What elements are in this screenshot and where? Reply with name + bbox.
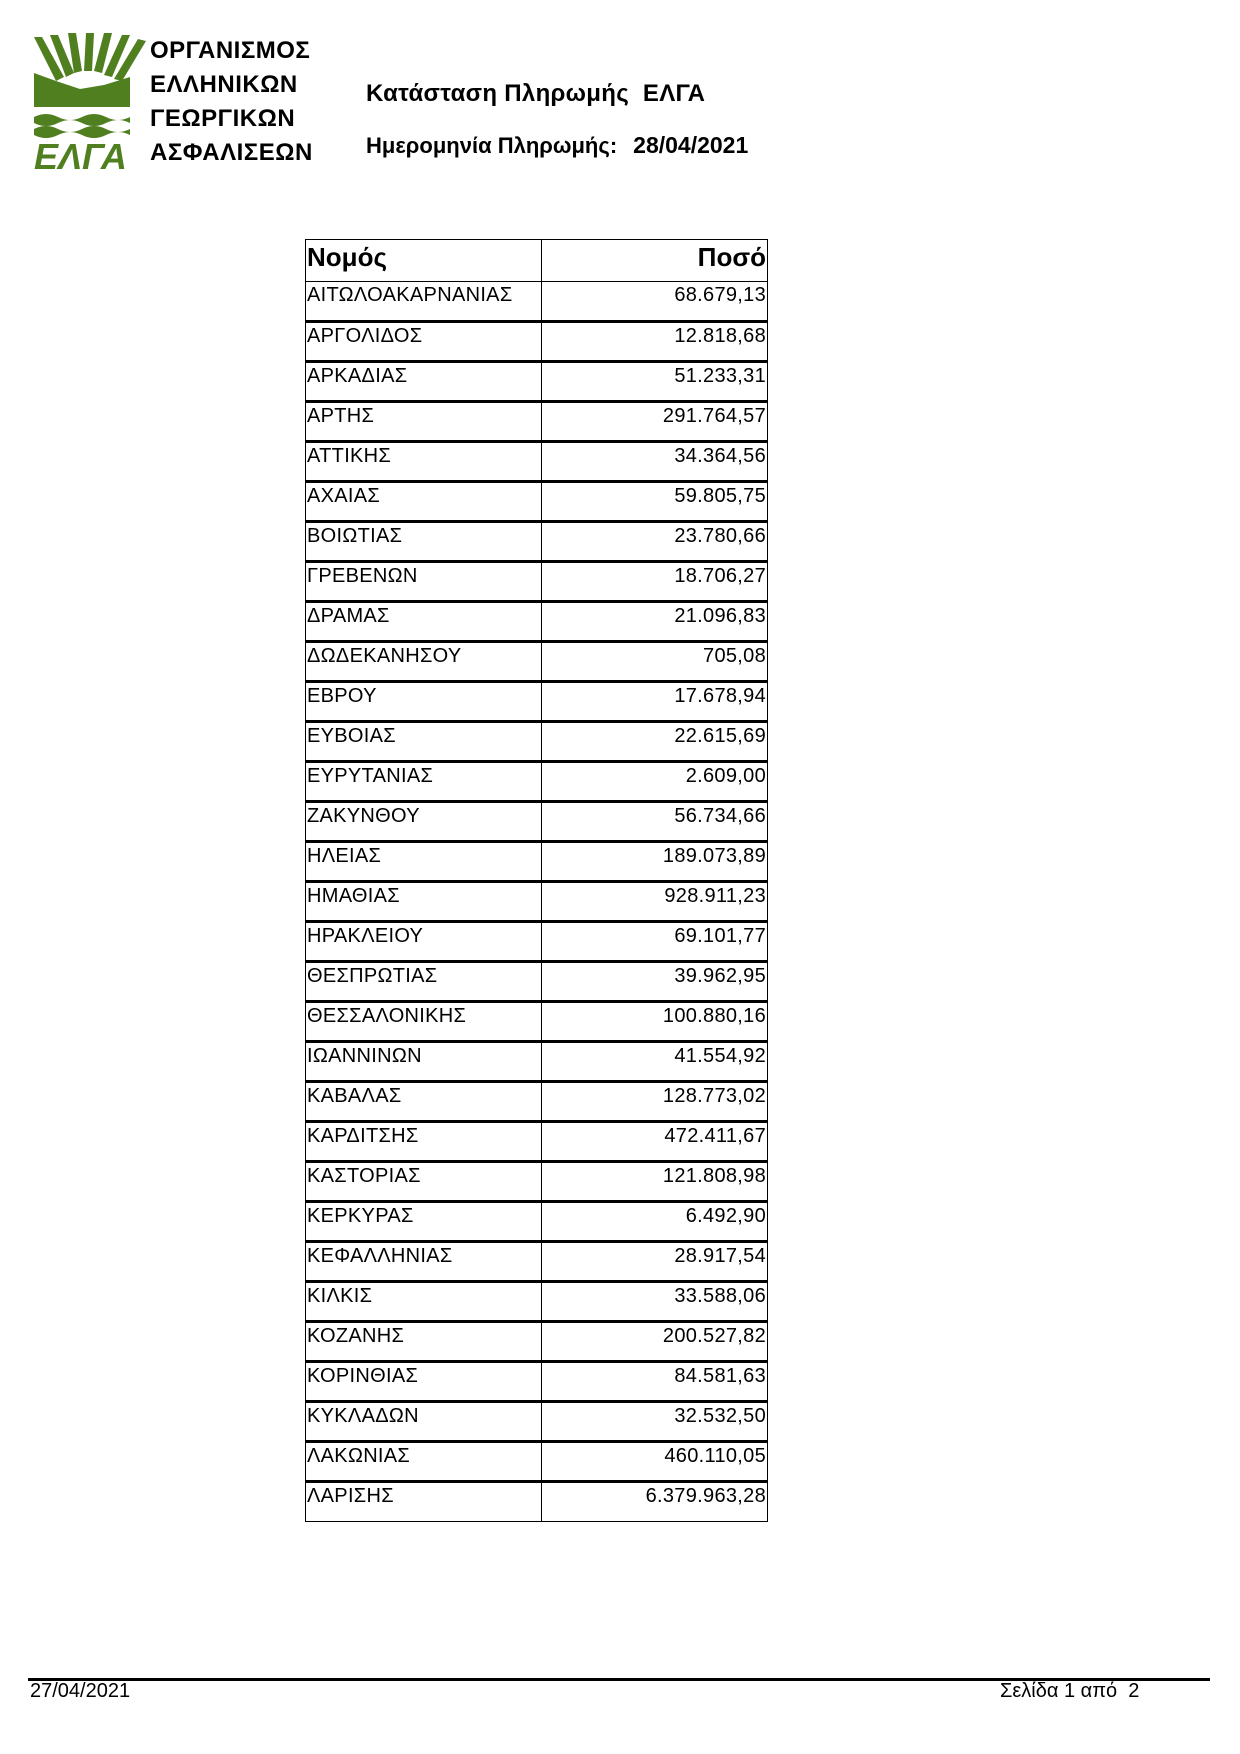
table-row bbox=[306, 322, 768, 362]
table-row bbox=[306, 522, 768, 562]
table-row bbox=[306, 1042, 768, 1082]
org-name-line: ΕΛΛΗΝΙΚΩΝ bbox=[150, 71, 298, 98]
table-row bbox=[306, 402, 768, 442]
logo-wordmark: ΕΛΓΑ bbox=[34, 136, 127, 171]
table-header-row bbox=[306, 240, 768, 282]
prefecture-cell: ΗΡΑΚΛΕΙΟΥ bbox=[306, 922, 542, 962]
prefecture-cell: ΔΩΔΕΚΑΝΗΣΟΥ bbox=[306, 642, 542, 682]
table-row bbox=[306, 842, 768, 882]
prefecture-cell: ΕΥΡΥΤΑΝΙΑΣ bbox=[306, 762, 542, 802]
table-row bbox=[306, 362, 768, 402]
table-row bbox=[306, 762, 768, 802]
prefecture-cell: ΒΟΙΩΤΙΑΣ bbox=[306, 522, 542, 562]
prefecture-cell: ΖΑΚΥΝΘΟΥ bbox=[306, 802, 542, 842]
amount-cell: 128.773,02 bbox=[542, 1082, 768, 1122]
amount-cell: 121.808,98 bbox=[542, 1162, 768, 1202]
amount-cell: 41.554,92 bbox=[542, 1042, 768, 1082]
prefecture-cell: ΚΑΣΤΟΡΙΑΣ bbox=[306, 1162, 542, 1202]
prefecture-cell: ΔΡΑΜΑΣ bbox=[306, 602, 542, 642]
page-current: 1 bbox=[1063, 1680, 1076, 1702]
prefecture-cell: ΚΟΡΙΝΘΙΑΣ bbox=[306, 1362, 542, 1402]
amount-cell: 6.379.963,28 bbox=[542, 1482, 768, 1522]
table-row bbox=[306, 722, 768, 762]
prefecture-cell: ΘΕΣΠΡΩΤΙΑΣ bbox=[306, 962, 542, 1002]
amount-cell: 51.233,31 bbox=[542, 362, 768, 402]
prefecture-cell: ΑΡΤΗΣ bbox=[306, 402, 542, 442]
table-row bbox=[306, 1002, 768, 1042]
table-row bbox=[306, 1362, 768, 1402]
column-header-prefecture: Νομός bbox=[306, 240, 542, 282]
table-row bbox=[306, 482, 768, 522]
prefecture-cell: ΚΑΡΔΙΤΣΗΣ bbox=[306, 1122, 542, 1162]
prefecture-cell: ΕΥΒΟΙΑΣ bbox=[306, 722, 542, 762]
prefecture-cell: ΑΡΓΟΛΙΔΟΣ bbox=[306, 322, 542, 362]
table-row bbox=[306, 1202, 768, 1242]
prefecture-cell: ΑΧΑΙΑΣ bbox=[306, 482, 542, 522]
page-of: από bbox=[1080, 1680, 1118, 1702]
amount-cell: 291.764,57 bbox=[542, 402, 768, 442]
payment-date-label: Ημερομηνία Πληρωμής: bbox=[366, 133, 618, 158]
table-row bbox=[306, 1482, 768, 1522]
amount-cell: 68.679,13 bbox=[542, 282, 768, 322]
prefecture-cell: ΛΑΡΙΣΗΣ bbox=[306, 1482, 542, 1522]
page-label: Σελίδα bbox=[1000, 1680, 1059, 1702]
table-row bbox=[306, 1402, 768, 1442]
amount-cell: 32.532,50 bbox=[542, 1402, 768, 1442]
amount-cell: 69.101,77 bbox=[542, 922, 768, 962]
amount-cell: 39.962,95 bbox=[542, 962, 768, 1002]
prefecture-cell: ΑΙΤΩΛΟΑΚΑΡΝΑΝΙΑΣ bbox=[306, 282, 542, 322]
table-row bbox=[306, 962, 768, 1002]
payments-table bbox=[305, 239, 768, 1522]
amount-cell: 460.110,05 bbox=[542, 1442, 768, 1482]
table-row bbox=[306, 922, 768, 962]
prefecture-cell: ΗΜΑΘΙΑΣ bbox=[306, 882, 542, 922]
prefecture-cell: ΑΤΤΙΚΗΣ bbox=[306, 442, 542, 482]
payment-date-row bbox=[366, 132, 748, 159]
amount-cell: 189.073,89 bbox=[542, 842, 768, 882]
table-row bbox=[306, 282, 768, 322]
table-body bbox=[306, 282, 768, 1522]
org-name-line: ΟΡΓΑΝΙΣΜΟΣ bbox=[150, 37, 311, 64]
amount-cell: 84.581,63 bbox=[542, 1362, 768, 1402]
elga-logo bbox=[34, 33, 146, 171]
amount-cell: 59.805,75 bbox=[542, 482, 768, 522]
prefecture-cell: ΑΡΚΑΔΙΑΣ bbox=[306, 362, 542, 402]
prefecture-cell: ΚΕΡΚΥΡΑΣ bbox=[306, 1202, 542, 1242]
prefecture-cell: ΚΙΛΚΙΣ bbox=[306, 1282, 542, 1322]
prefecture-cell: ΚΟΖΑΝΗΣ bbox=[306, 1322, 542, 1362]
amount-cell: 22.615,69 bbox=[542, 722, 768, 762]
table-row bbox=[306, 1282, 768, 1322]
prefecture-cell: ΕΒΡΟΥ bbox=[306, 682, 542, 722]
table-row bbox=[306, 1442, 768, 1482]
table-row bbox=[306, 1322, 768, 1362]
prefecture-cell: ΙΩΑΝΝΙΝΩΝ bbox=[306, 1042, 542, 1082]
amount-cell: 23.780,66 bbox=[542, 522, 768, 562]
amount-cell: 200.527,82 bbox=[542, 1322, 768, 1362]
amount-cell: 705,08 bbox=[542, 642, 768, 682]
amount-cell: 17.678,94 bbox=[542, 682, 768, 722]
amount-cell: 472.411,67 bbox=[542, 1122, 768, 1162]
column-header-amount: Ποσό bbox=[542, 240, 768, 282]
org-name-line: ΓΕΩΡΓΙΚΩΝ bbox=[150, 105, 296, 132]
prefecture-cell: ΛΑΚΩΝΙΑΣ bbox=[306, 1442, 542, 1482]
table-row bbox=[306, 602, 768, 642]
table-row bbox=[306, 1242, 768, 1282]
table-row bbox=[306, 642, 768, 682]
prefecture-cell: ΓΡΕΒΕΝΩΝ bbox=[306, 562, 542, 602]
table-row bbox=[306, 442, 768, 482]
payment-date-value: 28/04/2021 bbox=[633, 132, 749, 158]
table-row bbox=[306, 682, 768, 722]
table-row bbox=[306, 1122, 768, 1162]
amount-cell: 34.364,56 bbox=[542, 442, 768, 482]
amount-cell: 33.588,06 bbox=[542, 1282, 768, 1322]
amount-cell: 6.492,90 bbox=[542, 1202, 768, 1242]
page-total: 2 bbox=[1128, 1680, 1140, 1702]
footer-page-indicator bbox=[1000, 1680, 1139, 1703]
amount-cell: 12.818,68 bbox=[542, 322, 768, 362]
amount-cell: 56.734,66 bbox=[542, 802, 768, 842]
amount-cell: 2.609,00 bbox=[542, 762, 768, 802]
amount-cell: 928.911,23 bbox=[542, 882, 768, 922]
amount-cell: 100.880,16 bbox=[542, 1002, 768, 1042]
table-row bbox=[306, 562, 768, 602]
table-row bbox=[306, 802, 768, 842]
table-row bbox=[306, 882, 768, 922]
amount-cell: 21.096,83 bbox=[542, 602, 768, 642]
table-row bbox=[306, 1082, 768, 1122]
footer-print-date: 27/04/2021 bbox=[30, 1680, 131, 1702]
amount-cell: 28.917,54 bbox=[542, 1242, 768, 1282]
table-row bbox=[306, 1162, 768, 1202]
elga-logo-graphic bbox=[34, 33, 146, 171]
prefecture-cell: ΗΛΕΙΑΣ bbox=[306, 842, 542, 882]
amount-cell: 18.706,27 bbox=[542, 562, 768, 602]
prefecture-cell: ΚΥΚΛΑΔΩΝ bbox=[306, 1402, 542, 1442]
prefecture-cell: ΚΕΦΑΛΛΗΝΙΑΣ bbox=[306, 1242, 542, 1282]
report-title: Κατάσταση Πληρωμής ΕΛΓΑ bbox=[366, 80, 706, 107]
org-name-line: ΑΣΦΑΛΙΣΕΩΝ bbox=[150, 139, 313, 166]
prefecture-cell: ΘΕΣΣΑΛΟΝΙΚΗΣ bbox=[306, 1002, 542, 1042]
prefecture-cell: ΚΑΒΑΛΑΣ bbox=[306, 1082, 542, 1122]
organization-name bbox=[150, 34, 313, 170]
